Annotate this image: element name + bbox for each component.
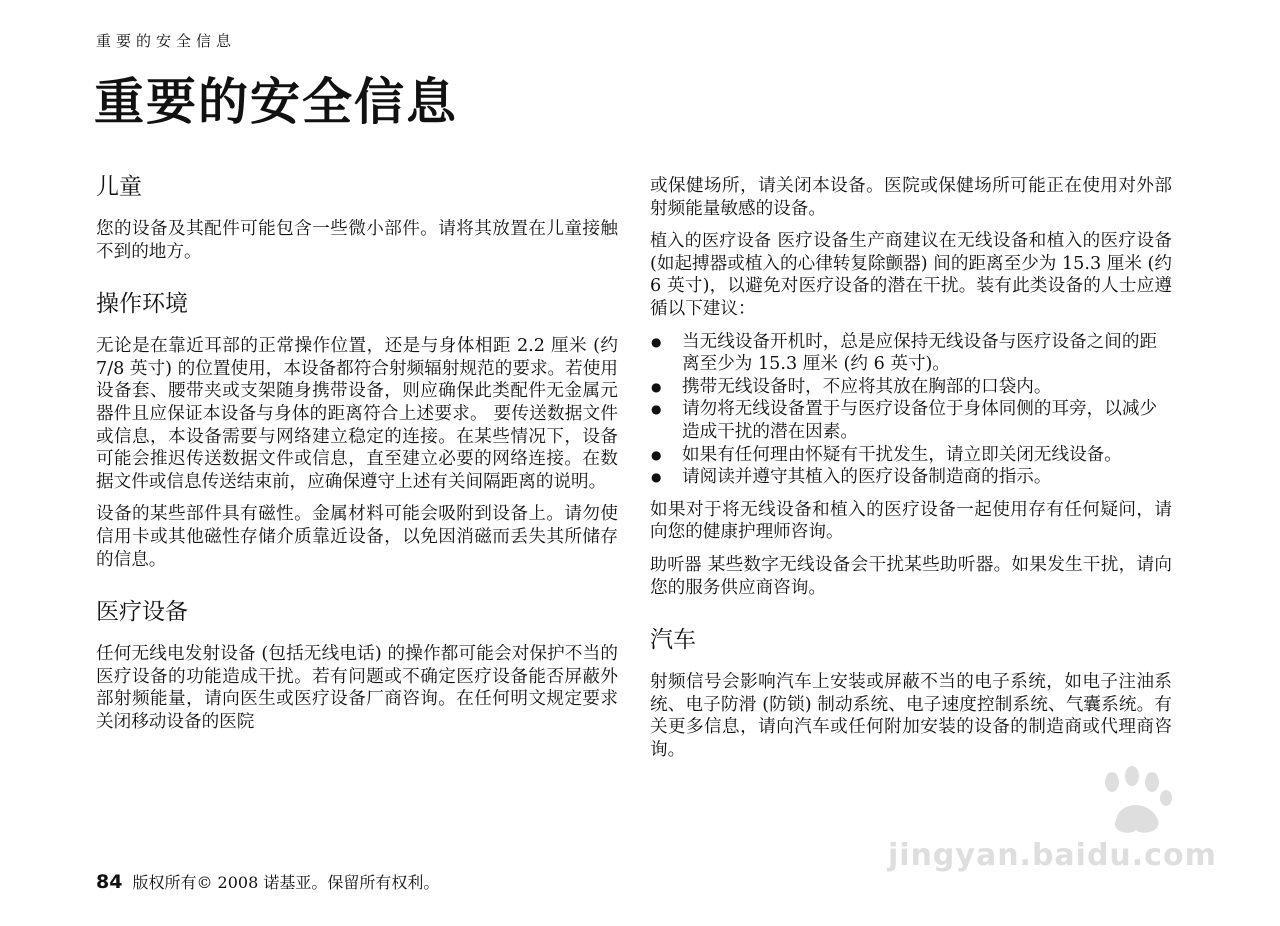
implanted-paragraph [650,230,1172,320]
list-item: ● 请勿将无线设备置于与医疗设备位于身体同侧的耳旁，以减少造成干扰的潜在因素。 [650,398,1172,443]
list-item: ● 携带无线设备时，不应将其放在胸部的口袋内。 [650,376,1172,399]
environment-paragraph-1: 无论是在靠近耳部的正常操作位置，还是与身体相距 2.2 厘米 (约 7/8 英寸) 的位置使用，本设备都符合射频辐射规范的要求。若使用设备套、腰带夹或支架随身携带设备，则应确保此类配件无金属元器件且应保证本设备与身体的距离符合上述要求。 要传送数据文件或信息，本设备需要与网络建立稳定的连接。在某些情况下，设备可能会推迟传送数据文件或信息，直至建立必要的网络连接。在数据文件或信息传送结束前，应确保遵守上述有关间隔距离的说明。 [96,336,618,492]
watermark-text: jingyan.baidu.com [888,838,1217,873]
page-title: 重要的安全信息 [94,73,458,131]
baidu-watermark [880,760,1217,880]
medical-paragraph-1: 任何无线电发射设备 (包括无线电话) 的操作都可能会对保护不当的医疗设备的功能造成干扰。若有问题或不确定医疗设备能否屏蔽外部射频能量，请向医生或医疗设备厂商咨询。在任何明文规定要求关闭移动设备的医院 [96,644,618,732]
running-header: 重要的安全信息 [96,32,237,50]
list-item: ● 请阅读并遵守其植入的医疗设备制造商的指示。 [650,466,1172,489]
section-operating-environment [96,289,618,571]
hearing-lead: 助听器 [650,554,702,575]
list-item: ● 如果有任何理由怀疑有干扰发生，请立即关闭无线设备。 [650,444,1172,467]
section-children [96,172,618,263]
environment-heading: 操作环境 [96,291,188,318]
baidu-paw-logo-icon [880,760,1210,840]
implanted-after: 如果对于将无线设备和植入的医疗设备一起使用存有任何疑问，请向您的健康护理师咨询。 [650,499,1172,543]
hearing-paragraph [650,554,1172,599]
copyright-text: 版权所有© 2008 诺基亚。保留所有权利。 [132,873,440,892]
medical-heading: 医疗设备 [96,599,188,626]
medical-continued: 或保健场所，请关闭本设备。医院或保健场所可能正在使用对外部射频能量敏感的设备。 [650,176,1172,219]
vehicle-heading: 汽车 [650,627,696,654]
section-medical-devices [96,597,618,733]
implanted-lead: 植入的医疗设备 [650,231,772,252]
list-item: ● 当无线设备开机时，总是应保持无线设备与医疗设备之间的距离至少为 15.3 厘米 (约 6 英寸)。 [650,331,1172,376]
vehicle-body: 射频信号会影响汽车上安装或屏蔽不当的电子系统，如电子注油系统、电子防滑 (防锁) 制动系统、电子速度控制系统、气囊系统。有关更多信息，请向汽车或任何附加安装的设备的制造商或代理商咨询。 [650,672,1172,760]
right-column [650,175,1172,771]
section-vehicles [650,625,1172,761]
hearing-body: 某些数字无线设备会干扰某些助听器。如果发生干扰，请向您的服务供应商咨询。 [650,554,1172,598]
implanted-body: 医疗设备生产商建议在无线设备和植入的医疗设备 (如起搏器或植入的心律转复除颤器) 间的距离至少为 15.3 厘米 (约 6 英寸)，以避免对医疗设备的潜在干扰。装有此类设备的人士应遵循以下建议： [650,231,1172,319]
children-body: 您的设备及其配件可能包含一些微小部件。请将其放置在儿童接触不到的地方。 [96,219,618,262]
implanted-bullet-list [650,331,1172,489]
children-heading: 儿童 [96,174,142,200]
environment-paragraph-2: 设备的某些部件具有磁性。金属材料可能会吸附到设备上。请勿使信用卡或其他磁性存储介质靠近设备，以免因消磁而丢失其所储存的信息。 [96,504,618,570]
page-number: 84 [96,871,123,893]
left-column [96,172,618,744]
page-footer [96,870,439,893]
